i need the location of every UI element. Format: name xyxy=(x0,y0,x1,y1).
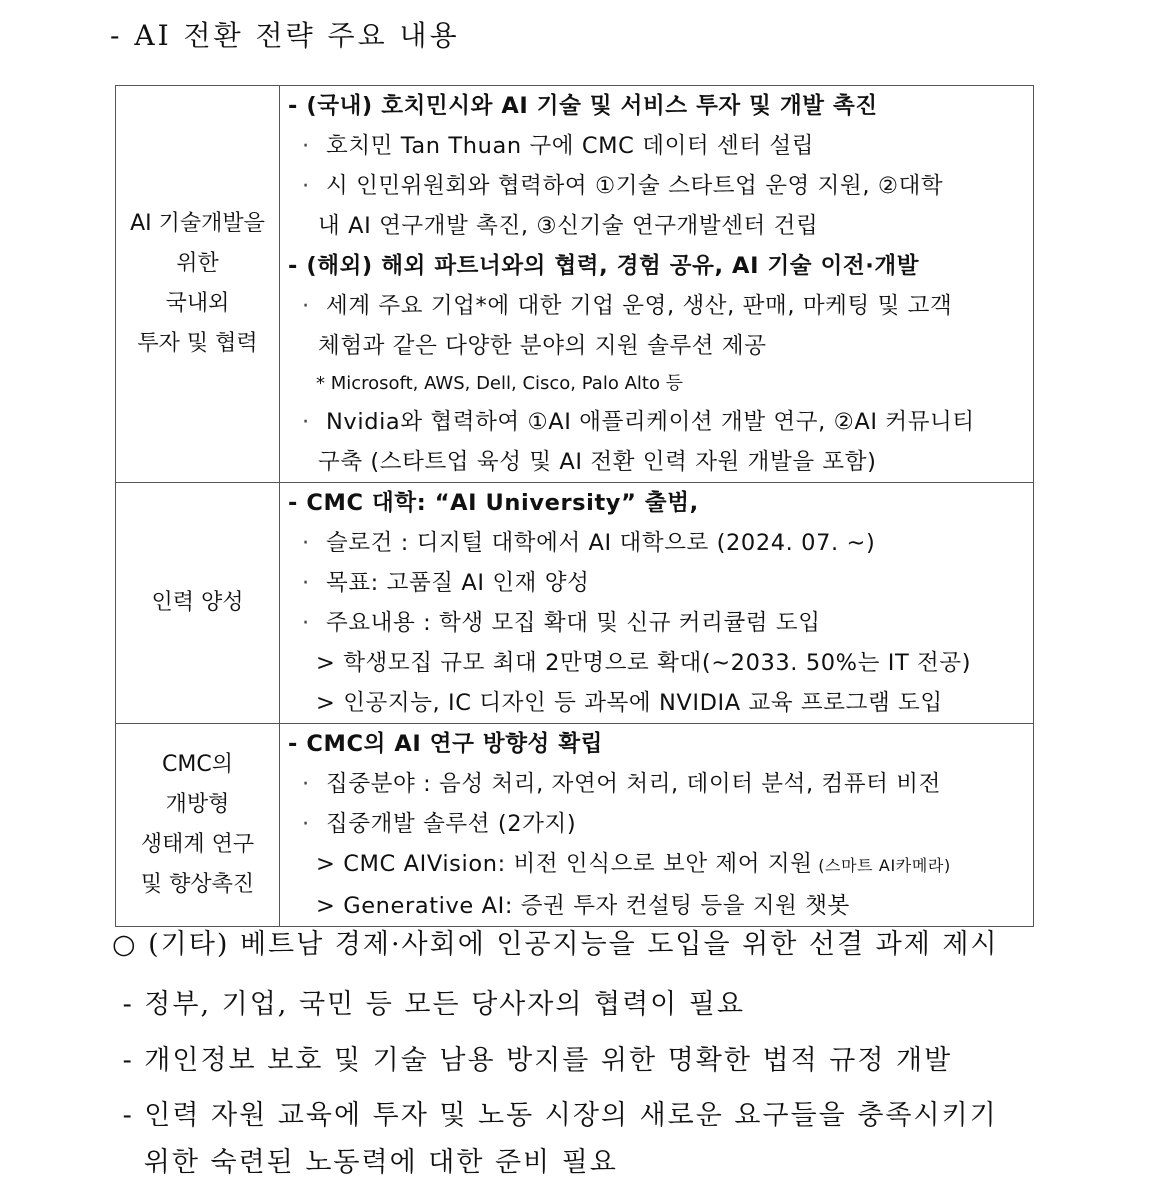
content-item xyxy=(288,563,1033,603)
category-cell xyxy=(116,86,280,483)
content-item xyxy=(288,166,1033,206)
content-item xyxy=(288,402,1033,442)
bullet-icon: · xyxy=(302,570,310,596)
content-cell xyxy=(280,483,1034,724)
content-item xyxy=(288,286,1033,326)
other-item: - 인력 자원 교육에 투자 및 노동 시장의 새로운 요구들을 충족시키기 xyxy=(112,1100,998,1131)
content-heading xyxy=(288,86,1033,126)
item-text: 시 인민위원회와 협력하여 ①기술 스타트업 운영 지원, ②대학 xyxy=(326,173,944,199)
item-text: > 인공지능, IC 디자인 등 과목에 NVIDIA 교육 프로그램 도입 xyxy=(316,690,943,716)
content-item xyxy=(288,764,1033,804)
content-heading xyxy=(288,483,1033,523)
other-item: - 정부, 기업, 국민 등 모든 당사자의 협력이 필요 xyxy=(112,989,746,1020)
content-item xyxy=(288,844,1033,886)
item-text: - (해외) 해외 파트너와의 협력, 경험 공유, AI 기술 이전·개발 xyxy=(288,253,920,279)
table-row xyxy=(116,483,1034,724)
bullet-icon: · xyxy=(302,530,310,556)
item-text: 집중개발 솔루션 (2가지) xyxy=(326,811,577,837)
category-label: 위한 xyxy=(176,251,219,276)
content-item xyxy=(288,206,1033,246)
content-item xyxy=(288,683,1033,723)
other-heading: ○ (기타) 베트남 경제·사회에 인공지능을 도입을 위한 선결 과제 제시 xyxy=(112,929,999,960)
item-text: > 학생모집 규모 최대 2만명으로 확대(~2033. 50%는 IT 전공) xyxy=(316,650,972,676)
item-text: 세계 주요 기업*에 대한 기업 운영, 생산, 판매, 마케팅 및 고객 xyxy=(326,293,953,319)
content-item xyxy=(288,643,1033,683)
category-label: 인력 양성 xyxy=(151,590,244,615)
item-note: (스마트 AI카메라) xyxy=(812,856,951,875)
item-text: - (국내) 호치민시와 AI 기술 및 서비스 투자 및 개발 촉진 xyxy=(288,93,878,119)
content-item xyxy=(288,804,1033,844)
category-label: 및 향상촉진 xyxy=(140,872,255,897)
category-label: 개방형 xyxy=(165,792,230,817)
content-heading xyxy=(288,724,1033,764)
bullet-icon: · xyxy=(302,771,310,797)
other-item: 위한 숙련된 노동력에 대한 준비 필요 xyxy=(112,1147,618,1178)
bullet-icon: · xyxy=(302,610,310,636)
content-item xyxy=(288,603,1033,643)
category-label: 국내외 xyxy=(165,291,230,316)
item-text: - CMC 대학: “AI University” 출범, xyxy=(288,490,699,516)
category-label: CMC의 xyxy=(162,752,233,777)
bullet-icon: · xyxy=(302,133,310,159)
item-text: 목표: 고품질 AI 인재 양성 xyxy=(326,570,590,596)
content-item xyxy=(288,442,1033,482)
ai-strategy-table xyxy=(115,85,1034,927)
category-cell xyxy=(116,483,280,724)
content-item xyxy=(288,523,1033,563)
item-text: 주요내용 : 학생 모집 확대 및 신규 커리큘럼 도입 xyxy=(326,610,821,636)
item-text: 집중분야 : 음성 처리, 자연어 처리, 데이터 분석, 컴퓨터 비전 xyxy=(326,771,941,797)
section-heading: - AI 전환 전략 주요 내용 xyxy=(110,19,460,52)
content-item xyxy=(288,326,1033,366)
category-label: 생태계 연구 xyxy=(140,832,255,857)
table-row xyxy=(116,86,1034,483)
item-text: 호치민 Tan Thuan 구에 CMC 데이터 센터 설립 xyxy=(326,133,815,159)
item-text: > Generative AI: 증권 투자 컨설팅 등을 지원 챗봇 xyxy=(316,893,850,919)
other-item: - 개인정보 보호 및 기술 남용 방지를 위한 명확한 법적 규정 개발 xyxy=(112,1045,953,1076)
item-text: 체험과 같은 다양한 분야의 지원 솔루션 제공 xyxy=(318,333,767,359)
item-text: 슬로건 : 디지털 대학에서 AI 대학으로 (2024. 07. ~) xyxy=(326,530,876,556)
content-cell xyxy=(280,724,1034,927)
bullet-icon: · xyxy=(302,811,310,837)
item-text: - CMC의 AI 연구 방향성 확립 xyxy=(288,731,603,757)
category-label: 투자 및 협력 xyxy=(137,331,258,356)
bullet-icon: · xyxy=(302,173,310,199)
content-item xyxy=(288,886,1033,926)
table-row xyxy=(116,724,1034,927)
item-text: * Microsoft, AWS, Dell, Cisco, Palo Alto 등 xyxy=(316,373,684,394)
bullet-icon: · xyxy=(302,293,310,319)
content-item xyxy=(288,126,1033,166)
content-cell xyxy=(280,86,1034,483)
content-heading xyxy=(288,246,1033,286)
footnote xyxy=(288,366,1033,402)
item-text: > CMC AIVision: 비전 인식으로 보안 제어 지원 xyxy=(316,851,813,877)
item-text: 구축 (스타트업 육성 및 AI 전환 인력 자원 개발을 포함) xyxy=(318,449,877,475)
category-cell xyxy=(116,724,280,927)
item-text: Nvidia와 협력하여 ①AI 애플리케이션 개발 연구, ②AI 커뮤니티 xyxy=(326,409,975,435)
bullet-icon: · xyxy=(302,409,310,435)
category-label: AI 기술개발을 xyxy=(130,211,265,236)
item-text: 내 AI 연구개발 촉진, ③신기술 연구개발센터 건립 xyxy=(318,213,819,239)
